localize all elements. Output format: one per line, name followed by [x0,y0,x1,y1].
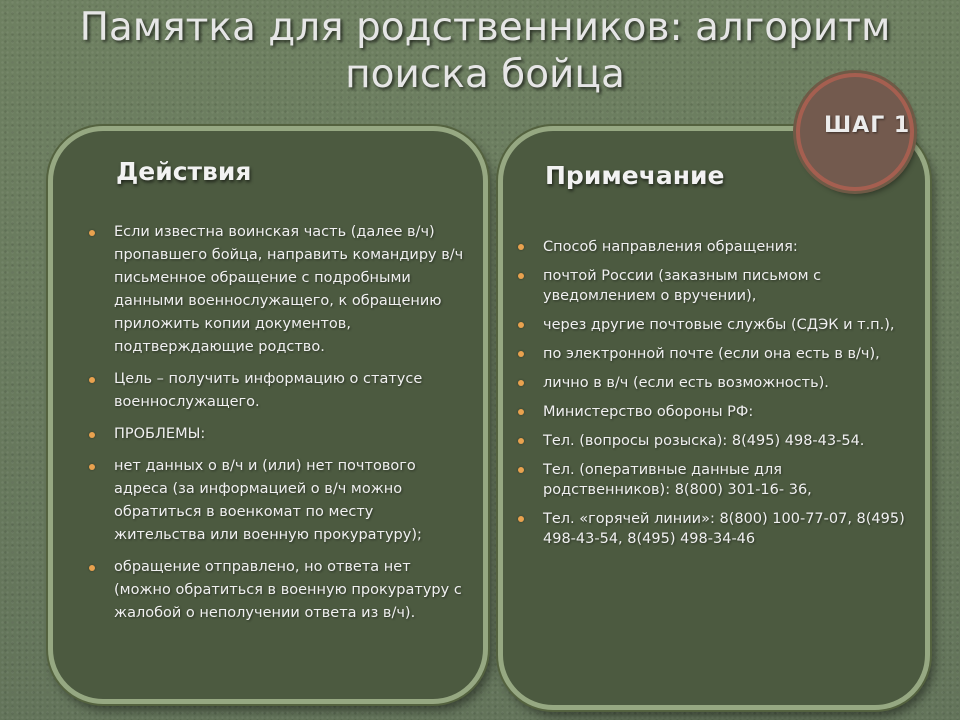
list-item-text: почтой России (заказным письмом с уведомлением о вручении), [543,268,822,304]
list-item-text: ПРОБЛЕМЫ: [114,426,206,442]
list-item-text: Способ направления обращения: [543,239,798,255]
list-item [515,315,907,335]
notes-heading: Примечание [545,161,725,190]
list-item [515,509,907,549]
bullet-icon [518,516,524,522]
list-item-text: лично в в/ч (если есть возможность). [543,375,829,391]
step-badge [796,73,914,191]
list-item-text: Министерство обороны РФ: [543,404,754,420]
actions-panel [48,126,488,704]
step-badge-label: ШАГ 1 [824,113,911,138]
list-item [515,460,907,500]
bullet-icon [518,380,524,386]
bullet-icon [518,244,524,250]
bullet-icon [518,322,524,328]
list-item-text: Тел. (оперативные данные для родственников): 8(800) 301-16- 36, [543,462,812,498]
list-item-text: нет данных о в/ч и (или) нет почтового адреса (за информацией о в/ч можно обратиться в военкомат по месту жительства или военную прокуратуру); [114,458,422,543]
list-item-text: обращение отправлено, но ответа нет (можно обратиться в военную прокуратуру с жалобой о неполучении ответа из в/ч). [114,559,462,621]
bullet-icon [89,377,95,383]
list-item-text: Если известна воинская часть (далее в/ч) пропавшего бойца, направить командиру в/ч письменное обращение с подробными данными военнослужащего, к обращению приложить копии документов, подтверждающие родство. [114,224,464,355]
list-item-text: по электронной почте (если она есть в в/ч), [543,346,880,362]
notes-list [515,237,907,558]
list-item [86,423,464,446]
list-item-text: через другие почтовые службы (СДЭК и т.п.), [543,317,895,333]
list-item [515,373,907,393]
slide-title: Памятка для родственников: алгоритм поиска бойца [79,5,891,97]
bullet-icon [518,273,524,279]
list-item [86,455,464,547]
list-item [515,402,907,422]
list-item [86,221,464,359]
bullet-icon [89,432,95,438]
list-item [515,344,907,364]
actions-heading: Действия [116,157,252,186]
bullet-icon [518,438,524,444]
bullet-icon [89,230,95,236]
notes-panel [498,126,930,710]
bullet-icon [518,409,524,415]
list-item-text: Цель – получить информацию о статусе военнослужащего. [114,371,423,410]
list-item-text: Тел. «горячей линии»: 8(800) 100-77-07, 8(495) 498-43-54, 8(495) 498-34-46 [543,511,905,547]
actions-list [86,221,464,634]
bullet-icon [518,351,524,357]
list-item [515,266,907,306]
list-item [515,431,907,451]
bullet-icon [89,464,95,470]
list-item [86,556,464,625]
bullet-icon [518,467,524,473]
list-item [515,237,907,257]
bullet-icon [89,565,95,571]
list-item [86,368,464,414]
list-item-text: Тел. (вопросы розыска): 8(495) 498-43-54. [543,433,865,449]
